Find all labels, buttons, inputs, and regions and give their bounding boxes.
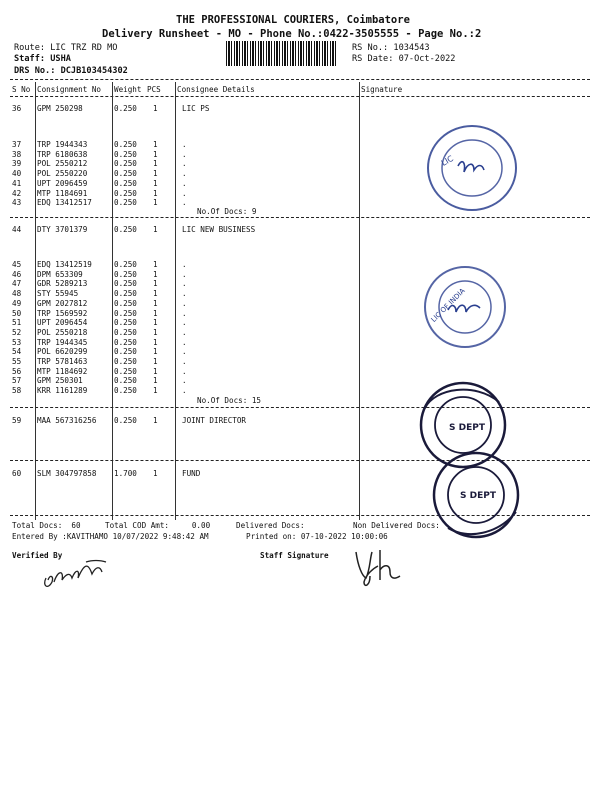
cell-consignee: LIC PS (182, 104, 210, 113)
table-row (10, 104, 360, 114)
cell-weight: 0.250 (114, 386, 137, 396)
cell-pcs: 1 (153, 188, 158, 198)
cell-consignment: TRP 6180638 (37, 149, 88, 159)
svg-text:S DEPT: S DEPT (449, 423, 485, 433)
cell-consignee: . (182, 178, 187, 188)
cell-consignee: JOINT DIRECTOR (182, 416, 247, 425)
cell-consignment: GDR 5289213 (37, 279, 88, 289)
cell-pcs: 1 (153, 298, 158, 308)
table-row (10, 357, 360, 367)
cell-consignee: . (182, 198, 187, 208)
col-consignment: Consignment No (37, 85, 102, 94)
col-pcs: PCS (147, 85, 161, 94)
col-sno: S No (12, 85, 31, 94)
cell-weight: 0.250 (114, 327, 137, 337)
divider (10, 96, 590, 97)
total-cod: Total COD Amt: 0.00 (105, 521, 211, 530)
company-name: THE PROFESSIONAL COURIERS, Coimbatore (176, 14, 410, 26)
table-row (10, 318, 360, 328)
cell-sno: 55 (12, 357, 22, 366)
cell-consignee: . (182, 376, 187, 386)
cell-pcs: 1 (153, 104, 158, 113)
divider (10, 217, 590, 218)
cell-consignee: . (182, 308, 187, 318)
table-row (10, 309, 360, 319)
cell-consignee: . (182, 318, 187, 328)
table-row (10, 150, 360, 160)
drs-number: DRS No.: DCJB103454302 (14, 66, 128, 76)
cell-sno: 39 (12, 159, 22, 169)
cell-consignment: POL 2550218 (37, 327, 88, 337)
table-row (10, 347, 360, 357)
cell-consignment: POL 2550212 (37, 159, 88, 169)
cell-consignee: . (182, 169, 187, 179)
cell-weight: 0.250 (114, 269, 137, 279)
divider (10, 79, 590, 80)
svg-text:LIC: LIC (439, 153, 455, 168)
cell-weight: 0.250 (114, 279, 137, 289)
cell-sno: 36 (12, 104, 22, 113)
cell-pcs: 1 (153, 386, 158, 396)
runsheet-title: Delivery Runsheet - MO - Phone No.:0422-3505555 - Page No.:2 (102, 28, 482, 40)
cell-weight: 0.250 (114, 260, 137, 269)
cell-weight: 0.250 (114, 298, 137, 308)
barcode (226, 41, 336, 66)
table-row (10, 367, 360, 377)
cell-consignment: GPM 2027812 (37, 298, 88, 308)
verifier-signature (40, 556, 120, 596)
cell-weight: 0.250 (114, 337, 137, 347)
cell-sno: 38 (12, 149, 22, 159)
cell-sno: 56 (12, 366, 22, 376)
table-row (10, 140, 360, 150)
svg-text:S DEPT: S DEPT (460, 491, 496, 501)
cell-consignment: DTY 3701379 (37, 225, 88, 234)
cell-sno: 57 (12, 376, 22, 386)
seal-lic-stamp-1 (424, 122, 520, 214)
cell-consignee: . (182, 357, 187, 366)
cell-sno: 54 (12, 347, 22, 357)
col-weight: Weight (114, 85, 142, 94)
table-row (10, 279, 360, 289)
staff-label: Staff: USHA (14, 54, 71, 64)
cell-weight: 0.250 (114, 376, 137, 386)
cell-consignment: KRR 1161289 (37, 386, 88, 396)
cell-pcs: 1 (153, 357, 158, 366)
cell-weight: 0.250 (114, 188, 137, 198)
delivered-docs: Delivered Docs: (236, 521, 305, 530)
cell-consignee: . (182, 149, 187, 159)
cell-consignment: STY 55945 (37, 289, 79, 299)
cell-consignment: EDQ 13412519 (37, 260, 92, 269)
rs-date: RS Date: 07-Oct-2022 (352, 54, 456, 64)
docs-count: No.Of Docs: 9 (197, 207, 257, 216)
entered-by: Entered By :KAVITHAMO 10/07/2022 9:48:42 AM (12, 532, 209, 541)
cell-weight: 0.250 (114, 357, 137, 366)
cell-pcs: 1 (153, 376, 158, 386)
table-row (10, 270, 360, 280)
cell-pcs: 1 (153, 337, 158, 347)
cell-consignee: . (182, 260, 187, 269)
cell-consignee: . (182, 337, 187, 347)
rs-number: RS No.: 1034543 (352, 43, 430, 53)
cell-sno: 60 (12, 469, 22, 478)
docs-count: No.Of Docs: 15 (197, 396, 262, 405)
cell-consignment: GPM 250298 (37, 104, 83, 113)
cell-sno: 45 (12, 260, 22, 269)
cell-sno: 40 (12, 169, 22, 179)
cell-consignee: . (182, 279, 187, 289)
cell-consignment: SLM 304797858 (37, 469, 97, 478)
cell-weight: 0.250 (114, 289, 137, 299)
cell-consignee: . (182, 386, 187, 396)
cell-pcs: 1 (153, 366, 158, 376)
table-row (10, 260, 360, 270)
table-row (10, 416, 360, 426)
cell-pcs: 1 (153, 327, 158, 337)
cell-consignee: . (182, 140, 187, 149)
cell-weight: 0.250 (114, 159, 137, 169)
cell-sno: 44 (12, 225, 22, 234)
cell-pcs: 1 (153, 225, 158, 234)
total-docs: Total Docs: 60 (12, 521, 81, 530)
cell-sno: 58 (12, 386, 22, 396)
cell-consignee: . (182, 366, 187, 376)
col-signature: Signature (361, 85, 403, 94)
cell-weight: 0.250 (114, 225, 137, 234)
cell-weight: 1.700 (114, 469, 137, 478)
cell-consignment: TRP 1944345 (37, 337, 88, 347)
cell-sno: 48 (12, 289, 22, 299)
seal-lic-stamp-2 (420, 262, 510, 352)
table-row (10, 376, 360, 386)
cell-consignee: . (182, 188, 187, 198)
seal-dept-stamp-2 (428, 448, 524, 542)
cell-weight: 0.250 (114, 178, 137, 188)
cell-consignee: . (182, 298, 187, 308)
staff-signature (350, 546, 410, 590)
cell-consignment: MAA 567316256 (37, 416, 97, 425)
table-row (10, 299, 360, 309)
table-row (10, 159, 360, 169)
cell-consignee: . (182, 289, 187, 299)
cell-pcs: 1 (153, 140, 158, 149)
cell-pcs: 1 (153, 347, 158, 357)
cell-pcs: 1 (153, 198, 158, 208)
cell-pcs: 1 (153, 169, 158, 179)
cell-weight: 0.250 (114, 104, 137, 113)
cell-pcs: 1 (153, 289, 158, 299)
cell-consignment: DPM 653309 (37, 269, 83, 279)
cell-pcs: 1 (153, 149, 158, 159)
cell-sno: 46 (12, 269, 22, 279)
cell-pcs: 1 (153, 260, 158, 269)
cell-weight: 0.250 (114, 308, 137, 318)
cell-pcs: 1 (153, 159, 158, 169)
table-row (10, 169, 360, 179)
cell-weight: 0.250 (114, 198, 137, 208)
cell-pcs: 1 (153, 318, 158, 328)
cell-sno: 53 (12, 337, 22, 347)
cell-sno: 50 (12, 308, 22, 318)
table-row (10, 328, 360, 338)
cell-pcs: 1 (153, 469, 158, 478)
cell-sno: 52 (12, 327, 22, 337)
cell-pcs: 1 (153, 416, 158, 425)
cell-weight: 0.250 (114, 169, 137, 179)
cell-consignee: . (182, 347, 187, 357)
cell-weight: 0.250 (114, 140, 137, 149)
cell-weight: 0.250 (114, 416, 137, 425)
cell-sno: 59 (12, 416, 22, 425)
table-row (10, 289, 360, 299)
table-row (10, 179, 360, 189)
cell-consignment: POL 6620299 (37, 347, 88, 357)
col-consignee: Consignee Details (177, 85, 255, 94)
cell-sno: 49 (12, 298, 22, 308)
cell-consignment: UPT 2096454 (37, 318, 88, 328)
table-row (10, 198, 360, 208)
cell-consignment: GPM 250301 (37, 376, 83, 386)
table-row (10, 189, 360, 199)
svg-text:LIC OF INDIA: LIC OF INDIA (429, 286, 467, 324)
cell-consignee: . (182, 327, 187, 337)
table-row (10, 225, 360, 235)
verified-by: Verified By (12, 551, 63, 560)
cell-sno: 41 (12, 178, 22, 188)
cell-weight: 0.250 (114, 318, 137, 328)
table-row (10, 469, 360, 479)
cell-pcs: 1 (153, 269, 158, 279)
cell-consignment: POL 2550220 (37, 169, 88, 179)
cell-weight: 0.250 (114, 149, 137, 159)
cell-consignment: MTP 1184692 (37, 366, 88, 376)
cell-consignment: TRP 1944343 (37, 140, 88, 149)
cell-pcs: 1 (153, 308, 158, 318)
cell-weight: 0.250 (114, 347, 137, 357)
printed-on: Printed on: 07-10-2022 10:00:06 (246, 532, 388, 541)
cell-consignment: MTP 1184691 (37, 188, 88, 198)
cell-pcs: 1 (153, 279, 158, 289)
cell-sno: 42 (12, 188, 22, 198)
cell-consignment: EDQ 13412517 (37, 198, 92, 208)
table-row (10, 386, 360, 396)
cell-consignee: LIC NEW BUSINESS (182, 225, 256, 234)
cell-consignee: FUND (182, 469, 201, 478)
table-row (10, 338, 360, 348)
cell-weight: 0.250 (114, 366, 137, 376)
cell-sno: 43 (12, 198, 22, 208)
cell-sno: 51 (12, 318, 22, 328)
cell-pcs: 1 (153, 178, 158, 188)
cell-consignment: UPT 2096459 (37, 178, 88, 188)
cell-consignment: TRP 1569592 (37, 308, 88, 318)
cell-consignment: TRP 5781463 (37, 357, 88, 366)
cell-consignee: . (182, 269, 187, 279)
cell-sno: 47 (12, 279, 22, 289)
cell-consignee: . (182, 159, 187, 169)
staff-signature-label: Staff Signature (260, 551, 329, 560)
cell-sno: 37 (12, 140, 22, 149)
route-label: Route: LIC TRZ RD MO (14, 43, 118, 53)
non-delivered-docs: Non Delivered Docs: (353, 521, 440, 530)
